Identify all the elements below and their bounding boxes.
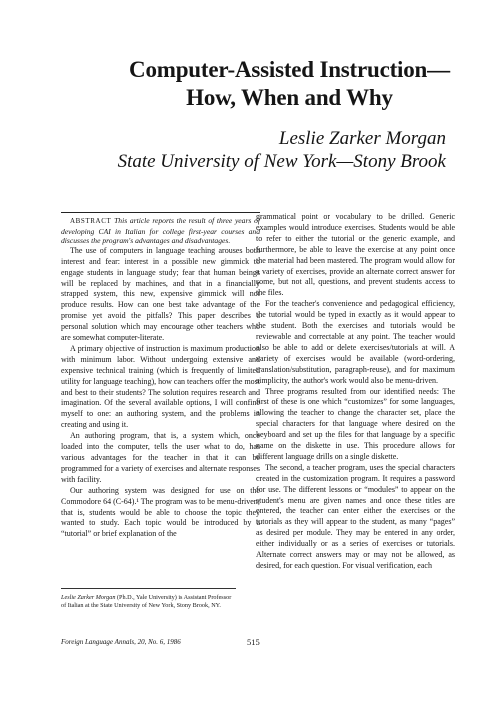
title-line-2: How, When and Why [186, 85, 393, 110]
paragraph: grammatical point or vocabulary to be drilled. Generic examples would introduce exercises. Students would be able to refer to either the tutorial or the generic example, and furthermore, be able to leave the exercise at any point once the material had been mastered. The program would allow for a variety of exercises, provide an alternate correct answer for some, but not all, questions, and prevent students access to the files. [256, 212, 455, 298]
paragraph: The use of computers in language teaching arouses both interest and fear: interest in a possible new gimmick to engage students in language study; fear that human beings will be replaced by machines, and that in a financially strapped system, this new, expensive gimmick will not produce results. How can one best take advantage of the promise yet avoid the pitfalls? This paper describes a personal solution which may encourage other teachers who are somewhat computer-literate. [61, 245, 260, 343]
paragraph: The second, a teacher program, uses the special characters created in the customization program. It requires a password for use. The different lessons or “modules” to appear on the student's menu are given names and once these titles are entered, the teacher can enter either the exercises or the tutorials as they will appear to the student, as many “pages” as desired per module. They may be entered in any order, either individually or as a series of exercises or tutorials. Alternate correct answers may or may not be allowed, as desired, for each question. For visual verification, each [256, 462, 455, 570]
abstract [61, 212, 260, 246]
page-number: 515 [247, 637, 260, 647]
paragraph: An authoring program, that is, a system which, once loaded into the computer, tells the user what to do, has various advantages for the teacher in that it can be programmed for a variety of exercises and alternate responses with facility. [61, 431, 260, 484]
abstract-text: This article reports the result of three years of developing CAI in Italian for college first-year courses and discusses the program's advantages and disadvantages. [61, 216, 260, 246]
article-title [0, 56, 504, 112]
right-column [256, 212, 455, 572]
journal-citation: Foreign Language Annals, 20, No. 6, 1986 [61, 638, 181, 646]
paragraph: Three programs resulted from our identified needs: The first of these is one which “customizes” for some languages, allowing the teacher to change the character set, place the special characters for that language where desired on the keyboard and set up the files for that language by a specific name on the diskette in use. This procedure allows for different language drills on a single diskette. [256, 386, 455, 461]
author-affiliation: State University of New York—Stony Brook [117, 151, 446, 172]
footnote-text: (Ph.D., Yale University) is Assistant Professor of Italian at the State University of New York, Stony Brook, NY. [61, 594, 232, 609]
author-name: Leslie Zarker Morgan [278, 128, 446, 149]
paragraph: For the teacher's convenience and pedagogical efficiency, the tutorial would be typed in exactly as it would appear to the student. Both the exercises and tutorials would be reviewable and correctable at any point. The teacher would also be able to add or delete exercises/tutorials at will. A variety of exercises would be available (word-ordering, translation/substitution, paragraph-reuse), and for maximum simplicity, the author's work would also be menu-driven. [256, 299, 455, 385]
left-column [61, 212, 260, 540]
paragraph: A primary objective of instruction is maximum production with minimum labor. Without undergoing extensive and expensive technical training (which is frequently of limited utility for language teaching), how can teachers offer the most and best to their students? The solution requires research and imagination. Of the several available options, I will confine myself to one: an authoring system, and the problems in creating and using it. [61, 343, 260, 430]
title-line-1: Computer-Assisted Instruction— [129, 57, 450, 82]
abstract-label: ABSTRACT [70, 217, 112, 225]
author-block [118, 127, 446, 173]
footnote-name: Leslie Zarker Morgan [61, 594, 116, 601]
paragraph: Our authoring system was designed for use on the Commodore 64 (C-64).¹ The program was to be menu-driven; that is, students would be able to choose the topic they wanted to study. Each topic would be introduced by a “tutorial” or brief explanation of the [61, 485, 260, 539]
footnote [61, 588, 236, 610]
